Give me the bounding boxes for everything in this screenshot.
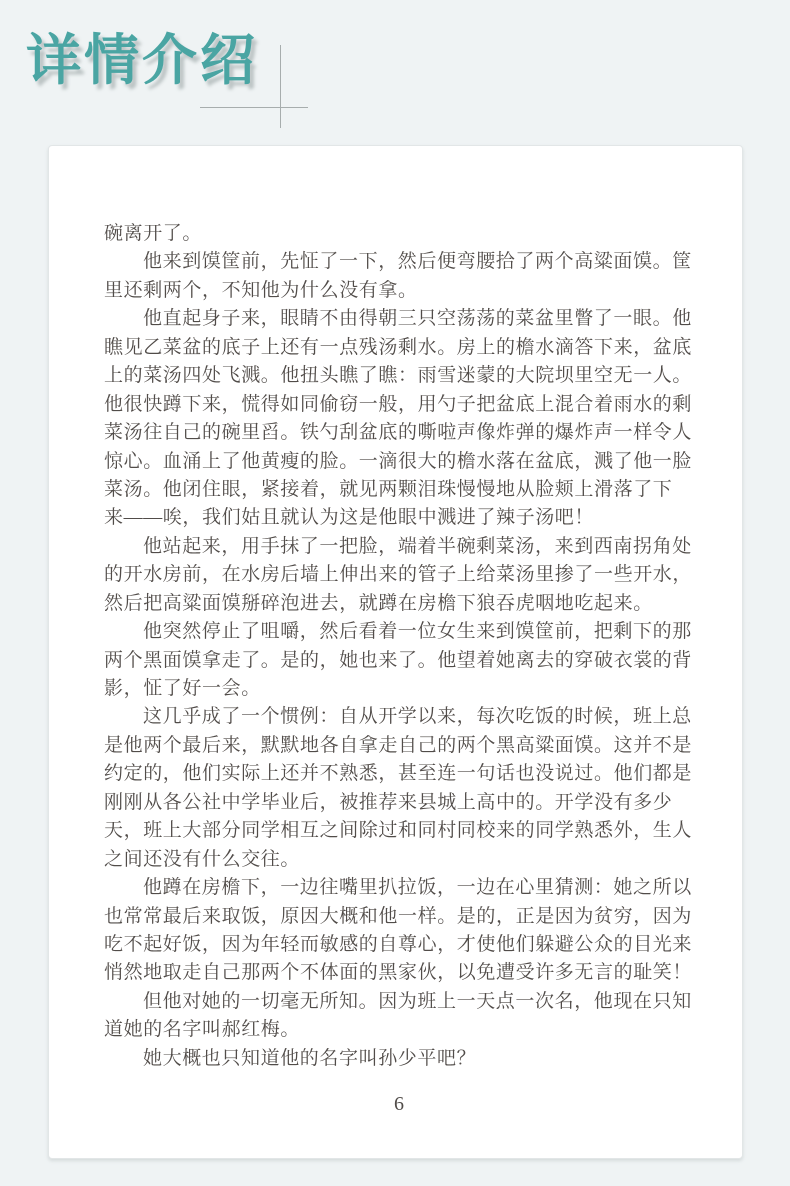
book-page-card xyxy=(48,145,743,1159)
text-line: 影，怔了好一会。 xyxy=(104,678,261,699)
text-line: 是他两个最后来，默默地各自拿走自己的两个黑高粱面馍。这并不是 xyxy=(104,734,693,756)
text-line: 她大概也只知道他的名字叫孙少平吧？ xyxy=(143,1047,477,1069)
text-line: 这几乎成了一个惯例：自从开学以来，每次吃饭的时候，班上总 xyxy=(143,706,692,728)
text-line: 来——唉，我们姑且就认为这是他眼中溅进了辣子汤吧！ xyxy=(104,507,595,529)
text-line: 也常常最后来取饭，原因大概和他一样。是的，正是因为贫穷，因为 xyxy=(104,905,693,927)
text-line: 悄然地取走自己那两个不体面的黑家伙，以免遭受许多无言的耻笑！ xyxy=(104,962,693,984)
text-line: 之间还没有什么交往。 xyxy=(104,848,301,870)
text-line: 瞧见乙菜盆的底子上还有一点残汤剩水。房上的檐水滴答下来，盆底 xyxy=(104,336,693,358)
text-line: 他蹲在房檐下，一边往嘴里扒拉饭，一边在心里猜测：她之所以 xyxy=(143,877,692,899)
text-line: 他很快蹲下来，慌得如同偷窃一般，用勺子把盆底上混合着雨水的剩 xyxy=(104,393,693,415)
text-line: 天，班上大部分同学相互之间除过和同村同校来的同学熟悉外，生人 xyxy=(104,820,693,842)
text-line: 菜汤。他闭住眼，紧接着，就见两颗泪珠慢慢地从脸颊上滑落了下 xyxy=(104,478,673,500)
text-line: 他直起身子来，眼睛不由得朝三只空荡荡的菜盆里瞥了一眼。他 xyxy=(143,308,692,330)
text-line: 惊心。血涌上了他黄瘦的脸。一滴很大的檐水落在盆底，溅了他一脸 xyxy=(104,450,693,472)
text-line: 里还剩两个，不知他为什么没有拿。 xyxy=(104,279,418,301)
text-line: 的开水房前，在水房后墙上伸出来的管子上给菜汤里掺了一些开水， xyxy=(104,564,693,586)
page-number: 6 xyxy=(394,1093,404,1115)
text-line: 他突然停止了咀嚼，然后看着一位女生来到馍筐前，把剩下的那 xyxy=(143,621,692,643)
text-line: 他站起来，用手抹了一把脸，端着半碗剩菜汤，来到西南拐角处 xyxy=(143,535,692,557)
text-line: 但他对她的一切毫无所知。因为班上一天点一次名，他现在只知 xyxy=(143,990,692,1012)
text-line: 他来到馍筐前，先怔了一下，然后便弯腰拾了两个高粱面馍。筐 xyxy=(143,251,692,273)
text-line: 吃不起好饭，因为年轻而敏感的自尊心，才使他们躲避公众的目光来 xyxy=(104,933,693,955)
cross-decoration-vertical-line xyxy=(280,45,281,128)
text-line: 上的菜汤四处飞溅。他扭头瞧了瞧：雨雪迷蒙的大院坝里空无一人。 xyxy=(104,365,693,387)
text-line: 约定的，他们实际上还并不熟悉，甚至连一句话也没说过。他们都是 xyxy=(104,763,693,785)
text-line: 道她的名字叫郝红梅。 xyxy=(104,1019,301,1041)
text-line: 然后把高粱面馍掰碎泡进去，就蹲在房檐下狼吞虎咽地吃起来。 xyxy=(104,592,653,614)
cross-decoration-horizontal-line xyxy=(200,107,308,108)
book-text xyxy=(104,220,694,1073)
page-title: 详情介绍 xyxy=(26,29,259,91)
text-line: 两个黑面馍拿走了。是的，她也来了。他望着她离去的穿破衣裳的背 xyxy=(104,649,693,671)
text-line: 碗离开了。 xyxy=(104,223,203,244)
text-line: 菜汤往自己的碗里舀。铁勺刮盆底的嘶啦声像炸弹的爆炸声一样令人 xyxy=(104,422,693,444)
text-line: 刚刚从各公社中学毕业后，被推荐来县城上高中的。开学没有多少 xyxy=(104,791,673,813)
